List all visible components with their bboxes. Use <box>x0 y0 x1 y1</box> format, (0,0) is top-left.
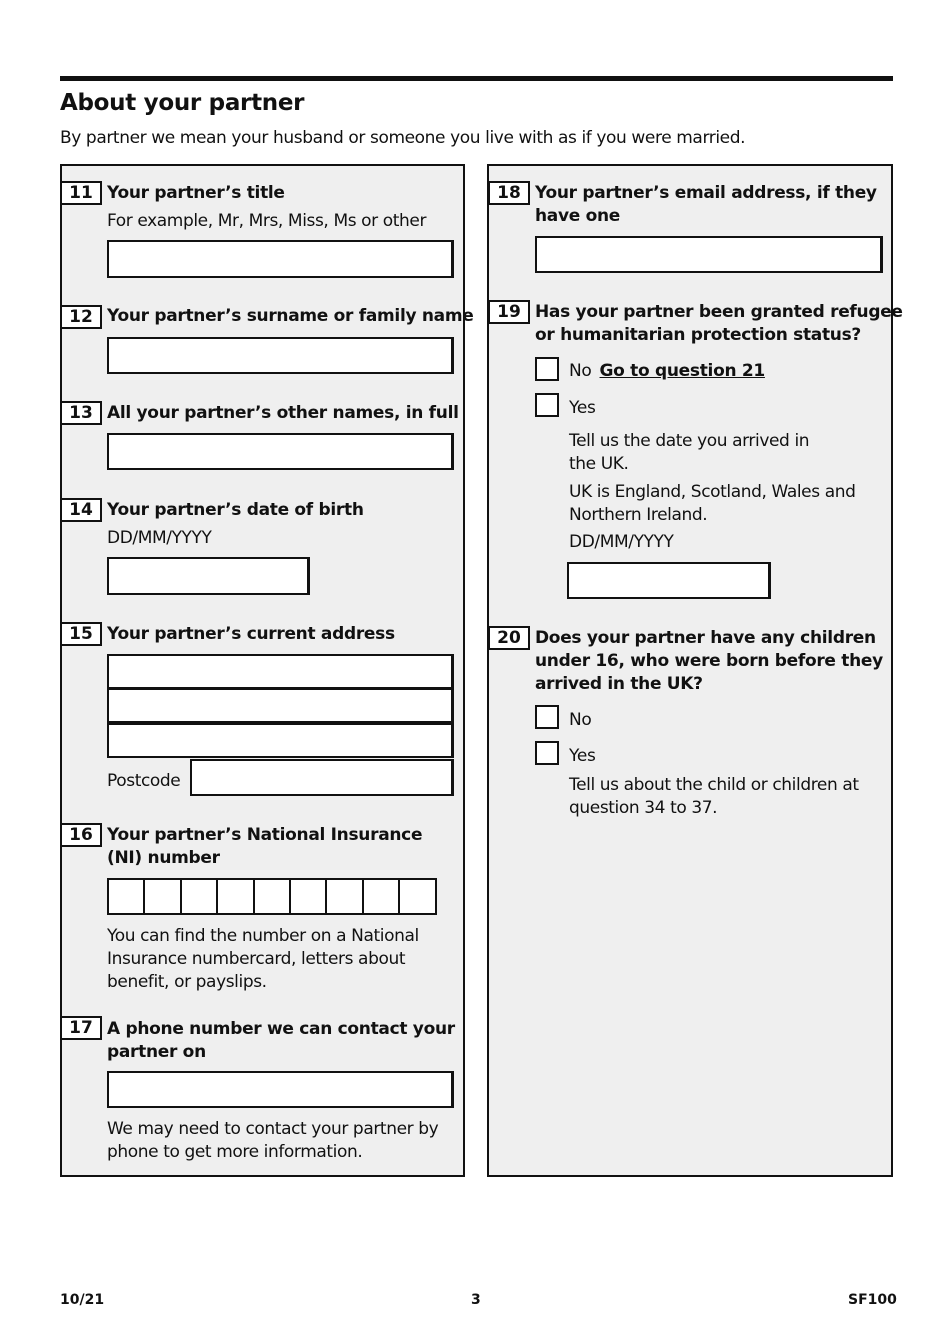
question-11-title: Your partner’s title <box>107 183 285 203</box>
ni-digit-box[interactable] <box>143 878 181 915</box>
refugee-no-option <box>569 361 765 381</box>
question-number-13: 13 <box>60 401 102 425</box>
question-17-help-line-2: phone to get more information. <box>107 1142 363 1162</box>
question-19-uk-line-1: UK is England, Scotland, Wales and <box>569 482 856 502</box>
children-no-label: No <box>569 710 592 730</box>
footer-page-number: 3 <box>471 1292 481 1308</box>
question-20-title-line-2: under 16, who were born before they <box>535 651 883 671</box>
ni-digit-box[interactable] <box>325 878 363 915</box>
question-number-15: 15 <box>60 622 102 646</box>
question-19-tell-line-1: Tell us the date you arrived in <box>569 431 810 451</box>
question-19-tell-line-2: the UK. <box>569 454 629 474</box>
question-14-hint: DD/MM/YYYY <box>107 528 212 548</box>
partner-surname-input[interactable] <box>107 337 454 374</box>
ni-digit-box[interactable] <box>180 878 218 915</box>
question-16-help-line-3: benefit, or payslips. <box>107 972 267 992</box>
question-number-17: 17 <box>60 1016 102 1040</box>
partner-email-input[interactable] <box>535 236 883 273</box>
refugee-no-checkbox[interactable] <box>535 357 559 381</box>
refugee-yes-label: Yes <box>569 398 596 418</box>
question-number-19: 19 <box>488 300 530 324</box>
question-17-title-line-2: partner on <box>107 1042 206 1062</box>
question-number-12: 12 <box>60 305 102 329</box>
question-17-title-line-1: A phone number we can contact your <box>107 1019 455 1039</box>
address-line-2-input[interactable] <box>107 688 454 723</box>
ni-digit-box[interactable] <box>253 878 291 915</box>
postcode-input[interactable] <box>190 759 454 796</box>
ni-number-input[interactable] <box>107 878 437 915</box>
ni-digit-box[interactable] <box>289 878 327 915</box>
refugee-yes-checkbox[interactable] <box>535 393 559 417</box>
arrival-date-input[interactable] <box>567 562 771 599</box>
ni-digit-box[interactable] <box>398 878 436 915</box>
question-19-title-line-1: Has your partner been granted refugee <box>535 302 903 322</box>
ni-digit-box[interactable] <box>216 878 254 915</box>
ni-digit-box[interactable] <box>107 878 145 915</box>
go-to-question-21-link[interactable]: Go to question 21 <box>599 361 765 381</box>
address-line-3-input[interactable] <box>107 723 454 758</box>
footer-date: 10/21 <box>60 1292 105 1308</box>
question-20-title-line-3: arrived in the UK? <box>535 674 703 694</box>
address-line-1-input[interactable] <box>107 654 454 689</box>
question-number-16: 16 <box>60 823 102 847</box>
question-19-date-hint: DD/MM/YYYY <box>569 532 674 552</box>
postcode-label: Postcode <box>107 771 181 791</box>
question-14-title: Your partner’s date of birth <box>107 500 364 520</box>
children-no-checkbox[interactable] <box>535 705 559 729</box>
section-heading: About your partner <box>60 90 305 116</box>
question-16-title-line-2: (NI) number <box>107 848 220 868</box>
question-number-11: 11 <box>60 181 102 205</box>
question-17-help-line-1: We may need to contact your partner by <box>107 1119 439 1139</box>
question-13-title: All your partner’s other names, in full <box>107 403 459 423</box>
question-18-title-line-2: have one <box>535 206 621 226</box>
question-19-uk-line-2: Northern Ireland. <box>569 505 708 525</box>
question-number-14: 14 <box>60 498 102 522</box>
question-16-help-line-2: Insurance numbercard, letters about <box>107 949 406 969</box>
question-12-title: Your partner’s surname or family name <box>107 306 474 326</box>
question-19-title-line-2: or humanitarian protection status? <box>535 325 861 345</box>
question-20-tell-line-1: Tell us about the child or children at <box>569 775 859 795</box>
top-rule <box>60 76 893 81</box>
question-11-hint: For example, Mr, Mrs, Miss, Ms or other <box>107 211 427 231</box>
partner-phone-input[interactable] <box>107 1071 454 1108</box>
question-15-title: Your partner’s current address <box>107 624 395 644</box>
ni-digit-box[interactable] <box>362 878 400 915</box>
children-yes-label: Yes <box>569 746 596 766</box>
partner-dob-input[interactable] <box>107 557 310 595</box>
footer-form-code: SF100 <box>848 1292 897 1308</box>
question-number-20: 20 <box>488 626 530 650</box>
question-number-18: 18 <box>488 181 530 205</box>
section-intro: By partner we mean your husband or someone you live with as if you were married. <box>60 128 746 148</box>
question-20-tell-line-2: question 34 to 37. <box>569 798 718 818</box>
children-yes-checkbox[interactable] <box>535 741 559 765</box>
partner-other-names-input[interactable] <box>107 433 454 470</box>
partner-title-input[interactable] <box>107 240 454 278</box>
question-20-title-line-1: Does your partner have any children <box>535 628 876 648</box>
question-16-help-line-1: You can find the number on a National <box>107 926 419 946</box>
question-18-title-line-1: Your partner’s email address, if they <box>535 183 877 203</box>
refugee-no-label: No <box>569 361 592 381</box>
question-16-title-line-1: Your partner’s National Insurance <box>107 825 423 845</box>
